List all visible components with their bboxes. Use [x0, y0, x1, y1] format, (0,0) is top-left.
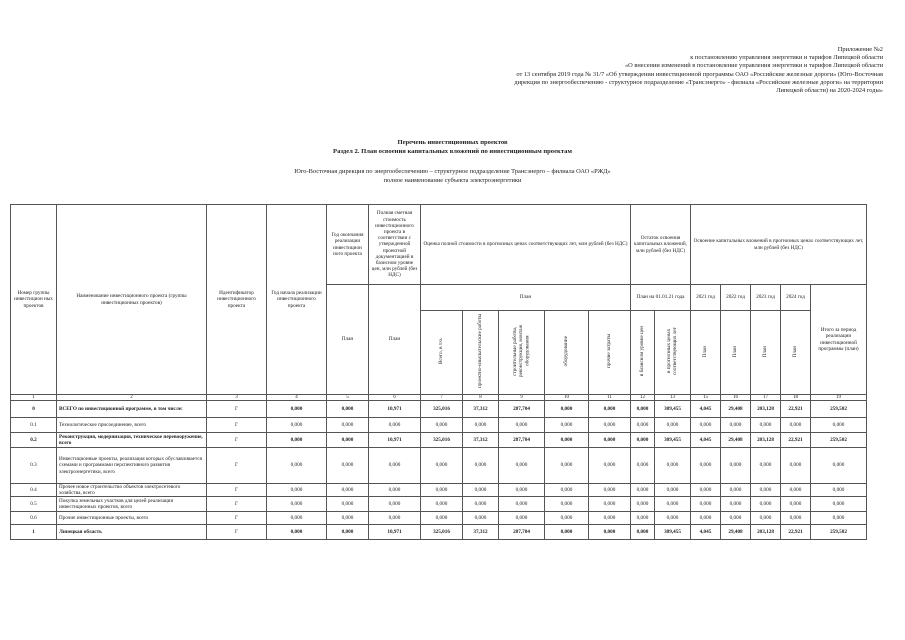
table-cell: 0,000 [721, 497, 751, 512]
project-name-cell: Прочее новое строительство объектов электросетевого хозяйства, всего [57, 484, 207, 497]
vertical-label: прочие затраты [606, 334, 613, 369]
table-cell: Г [207, 401, 267, 418]
table-cell: Г [207, 433, 267, 448]
vertical-label: оборудование [563, 336, 570, 367]
table-row [11, 497, 867, 512]
column-number: 18 [781, 395, 811, 401]
table-cell: 0,000 [499, 418, 545, 433]
table-cell: 0,000 [751, 497, 781, 512]
table-cell: 203,128 [751, 525, 781, 540]
table-cell: 0,000 [327, 525, 369, 540]
table-cell: Г [207, 497, 267, 512]
table-cell: 4,045 [691, 401, 721, 418]
col-header-plan [781, 311, 811, 395]
table-cell: 0,000 [751, 448, 781, 484]
document-header [413, 46, 883, 95]
column-number: 6 [369, 395, 421, 401]
table-cell: 0,000 [811, 418, 867, 433]
col-header-start-year: Год начала реализации инвестиционного проекта [267, 205, 327, 395]
table-cell: 0,000 [721, 484, 751, 497]
column-number: 11 [589, 395, 631, 401]
table-cell: 0,000 [267, 525, 327, 540]
col-header-capex: Освоение капитальных вложений в прогнозных ценах соответствующих лет, млн рублей (без НДС) [691, 205, 867, 285]
table-cell: 22,921 [781, 433, 811, 448]
col-header-total: Итого за период реализации инвестиционной программы (план) [811, 285, 867, 395]
col-header-year-2022: 2022 год [721, 285, 751, 311]
table-cell: 0,000 [327, 448, 369, 484]
table-cell: 0.2 [11, 433, 57, 448]
column-number: 13 [655, 395, 691, 401]
table-cell: 0,000 [267, 448, 327, 484]
table-cell: 4,045 [691, 433, 721, 448]
table-cell: 0,000 [267, 401, 327, 418]
table-cell: 0,000 [631, 418, 655, 433]
table-cell: 37,312 [463, 401, 499, 418]
table-cell: 22,921 [781, 401, 811, 418]
table-cell: 0,000 [589, 448, 631, 484]
column-number: 19 [811, 395, 867, 401]
table-cell: 0,000 [545, 525, 589, 540]
table-cell: 0,000 [545, 418, 589, 433]
col-header-plan [691, 311, 721, 395]
table-cell: 0,000 [751, 418, 781, 433]
col-header-plan [721, 311, 751, 395]
table-cell: 0,000 [463, 448, 499, 484]
table-cell: 0,000 [545, 433, 589, 448]
table-cell: 0,000 [781, 512, 811, 525]
column-number: 7 [421, 395, 463, 401]
column-number: 8 [463, 395, 499, 401]
table-cell: 37,312 [463, 525, 499, 540]
vertical-label: Всего, в т.ч. [438, 338, 445, 365]
table-cell: 0,000 [463, 418, 499, 433]
table-cell: 0 [11, 401, 57, 418]
project-name-cell: Технологическое присоединение, всего [57, 418, 207, 433]
table-cell: 0,000 [811, 484, 867, 497]
table-cell: 0,000 [267, 512, 327, 525]
table-cell: 0,000 [327, 484, 369, 497]
vertical-label: в прогнозных ценах соответствующих лет [666, 327, 679, 376]
table-cell: 0,000 [691, 484, 721, 497]
table-cell: 0,000 [421, 418, 463, 433]
col-header-design-works [463, 311, 499, 395]
table-cell: 0,000 [631, 484, 655, 497]
table-cell: 0,000 [463, 484, 499, 497]
table-cell: 0,000 [327, 433, 369, 448]
vertical-label: в базисном уровне цен [639, 326, 646, 377]
table-cell: 0,000 [463, 512, 499, 525]
table-cell: 0,000 [655, 484, 691, 497]
table-cell: 0,000 [781, 497, 811, 512]
vertical-label: План [702, 345, 709, 358]
table-cell: 0,000 [589, 484, 631, 497]
table-cell: 0,000 [691, 418, 721, 433]
col-header-equipment [545, 311, 589, 395]
table-cell: 4,045 [691, 525, 721, 540]
table-cell: 0,000 [369, 484, 421, 497]
column-number: 1 [11, 395, 57, 401]
table-cell: 0,000 [545, 401, 589, 418]
table-cell: 0,000 [631, 497, 655, 512]
table-cell: 0,000 [781, 418, 811, 433]
table-cell: 0,000 [721, 512, 751, 525]
table-cell: 29,408 [721, 401, 751, 418]
table-cell: 0,000 [691, 497, 721, 512]
column-number: 10 [545, 395, 589, 401]
organization-caption: полное наименование субъекта электроэнергетики [383, 177, 522, 184]
table-cell: 0,000 [589, 401, 631, 418]
table-cell: 325,016 [421, 433, 463, 448]
table-cell: 0,000 [631, 525, 655, 540]
table-cell: 0,000 [499, 484, 545, 497]
table-cell: 0,000 [369, 512, 421, 525]
table-cell: 0,000 [421, 448, 463, 484]
col-header-year-2023: 2023 год [751, 285, 781, 311]
column-number: 15 [691, 395, 721, 401]
table-cell: 0,000 [267, 433, 327, 448]
table-cell: 0,000 [631, 433, 655, 448]
column-number: 12 [631, 395, 655, 401]
col-header-plan [751, 311, 781, 395]
table-cell: 0,000 [691, 448, 721, 484]
table-row [11, 418, 867, 433]
vertical-label: План [792, 345, 799, 358]
table-cell: 0,000 [327, 497, 369, 512]
table-cell: 0,000 [811, 512, 867, 525]
table-cell: 259,502 [811, 401, 867, 418]
table-row [11, 512, 867, 525]
col-header-full-cost: Полная сметная стоимость инвестиционного проекта в соответствии с утвержденной проектной документацией в базисном уровне цен, млн рублей (без НДС) [369, 205, 421, 285]
col-header-construction [499, 311, 545, 395]
table-cell: 10,971 [369, 525, 421, 540]
project-name-cell: Покупка земельных участков для целей реализации инвестиционных проектов, всего [57, 497, 207, 512]
table-cell: 37,312 [463, 433, 499, 448]
table-cell: 0,000 [811, 497, 867, 512]
table-cell: 0,000 [267, 497, 327, 512]
table-cell: 0,000 [751, 512, 781, 525]
vertical-label: строительные работы, реконструкция, монтаж оборудования [512, 325, 531, 378]
table-cell: 0,000 [589, 418, 631, 433]
table-row [11, 448, 867, 484]
project-name-cell: Реконструкция, модернизация, техническое перевооружение, всего [57, 433, 207, 448]
table-cell: 10,971 [369, 433, 421, 448]
header-line: Липецкой области) на 2020-2024 годы» [776, 87, 883, 95]
table-cell: 0,000 [721, 418, 751, 433]
vertical-label: проектно-изыскательские работы [477, 314, 484, 389]
table-cell: 0,000 [721, 448, 751, 484]
column-number: 5 [327, 395, 369, 401]
table-cell: Г [207, 525, 267, 540]
table-cell: 1 [11, 525, 57, 540]
document-title: Перечень инвестиционных проектов [397, 139, 508, 146]
column-number: 16 [721, 395, 751, 401]
table-cell: 0,000 [589, 512, 631, 525]
table-cell: 287,704 [499, 525, 545, 540]
table-cell: 29,408 [721, 433, 751, 448]
table-row [11, 401, 867, 418]
investment-table [10, 204, 867, 540]
table-cell: 0,000 [421, 497, 463, 512]
table-cell: 0,000 [545, 448, 589, 484]
column-number: 9 [499, 395, 545, 401]
table-cell: 287,704 [499, 433, 545, 448]
table-cell: 0,000 [589, 433, 631, 448]
table-cell: 259,502 [811, 433, 867, 448]
table-cell: 0,000 [327, 512, 369, 525]
table-cell: 29,408 [721, 525, 751, 540]
project-name-cell: Инвестиционные проекты, реализация которых обуславливается схемами и программами перспективного развития электроэнергетики, всего [57, 448, 207, 484]
col-header-base-prices [631, 311, 655, 395]
col-header-other-costs [589, 311, 631, 395]
col-header-project-name: Наименование инвестиционного проекта (группы инвестиционных проектов) [57, 205, 207, 395]
vertical-label: План [732, 345, 739, 358]
table-cell: 309,455 [655, 433, 691, 448]
table-row [11, 433, 867, 448]
col-header-cost-estimate: Оценка полной стоимости в прогнозных ценах соответствующих лет, млн рублей (без НДС) [421, 205, 631, 285]
table-row [11, 525, 867, 540]
table-cell: 0.5 [11, 497, 57, 512]
header-line: дирекция по энергообеспечению - структурное подразделение «Трансэнерго» - филиала «Российские железные дороги» на территории [514, 78, 883, 86]
column-number: 17 [751, 395, 781, 401]
table-cell: 0,000 [751, 484, 781, 497]
header-line: к постановлению управления энергетики и тарифов Липецкой области [690, 54, 883, 62]
table-cell: 0,000 [655, 418, 691, 433]
table-cell: 203,128 [751, 401, 781, 418]
vertical-label: План [762, 345, 769, 358]
table-cell: 0,000 [631, 512, 655, 525]
table-cell: 0,000 [421, 512, 463, 525]
table-cell: 0,000 [499, 512, 545, 525]
column-number: 3 [207, 395, 267, 401]
table-cell: 0,000 [421, 484, 463, 497]
table-cell: 0,000 [545, 512, 589, 525]
table-cell: 325,016 [421, 401, 463, 418]
table-cell: 0.6 [11, 512, 57, 525]
table-cell: 0,000 [499, 497, 545, 512]
table-cell: 0,000 [327, 418, 369, 433]
table-cell: 325,016 [421, 525, 463, 540]
table-cell: 0,000 [589, 525, 631, 540]
col-header-plan: План [327, 285, 369, 395]
col-header-year-2024: 2024 год [781, 285, 811, 311]
table-row [11, 484, 867, 497]
table-cell: 0,000 [811, 448, 867, 484]
table-cell: 0,000 [655, 512, 691, 525]
table-cell: Г [207, 448, 267, 484]
table-cell: 259,502 [811, 525, 867, 540]
col-header-plan: План [421, 285, 631, 311]
column-number: 2 [57, 395, 207, 401]
table-cell: Г [207, 484, 267, 497]
table-cell: 0.4 [11, 484, 57, 497]
table-cell: 0,000 [499, 448, 545, 484]
table-cell: 0,000 [267, 418, 327, 433]
col-header-group-number: Номер группы инвестицион ных проектов [11, 205, 57, 395]
col-header-plan: План [369, 285, 421, 395]
table-cell: 0.3 [11, 448, 57, 484]
organization-name: Юго-Восточная дирекция по энергообеспечению – структурное подразделение Трансэнерго – филиала ОАО «РЖД» [294, 168, 611, 175]
table-cell: 10,971 [369, 401, 421, 418]
col-header-forecast-prices [655, 311, 691, 395]
table-cell: 0,000 [369, 418, 421, 433]
col-header-total-cost [421, 311, 463, 395]
table-body [11, 401, 867, 540]
project-name-cell: Прочие инвестиционные проекты, всего [57, 512, 207, 525]
table-cell: 0,000 [631, 448, 655, 484]
header-line: Приложение №2 [837, 46, 883, 53]
table-cell: Г [207, 512, 267, 525]
header-line: «О внесении изменений в постановление управления энергетики и тарифов Липецкой области [624, 62, 883, 70]
table-cell: 0,000 [545, 484, 589, 497]
table-cell: 287,704 [499, 401, 545, 418]
project-name-cell: ВСЕГО по инвестиционной программе, в том числе: [57, 401, 207, 418]
col-header-project-id: Идентификатор инвестиционного проекта [207, 205, 267, 395]
col-header-end-year: Год окончания реализации инвестицион ного проекта [327, 205, 369, 285]
table-cell: 0,000 [655, 497, 691, 512]
section-title: Раздел 2. План освоения капитальных вложений по инвестиционным проектам [333, 148, 572, 155]
table-cell: 309,455 [655, 401, 691, 418]
table-cell: 0,000 [545, 497, 589, 512]
table-cell: 22,921 [781, 525, 811, 540]
table-cell: 0,000 [691, 512, 721, 525]
table-cell: 309,455 [655, 525, 691, 540]
project-name-cell: Липецкая область [57, 525, 207, 540]
header-line: от 13 сентября 2019 года № 31/7 «Об утверждении инвестиционной программы ОАО «Российские железные дороги» (Юго-Восточная [516, 70, 883, 78]
table-cell: 0.1 [11, 418, 57, 433]
table-cell: 0,000 [463, 497, 499, 512]
col-header-remaining: Остаток освоения капитальных вложений, млн рублей (без НДС) [631, 205, 691, 285]
col-header-year-2021: 2021 год [691, 285, 721, 311]
col-header-plan-date: План на 01.01.21 года [631, 285, 691, 311]
table-cell: 0,000 [369, 497, 421, 512]
table-cell: 0,000 [781, 484, 811, 497]
table-cell: 0,000 [781, 448, 811, 484]
table-cell: 0,000 [589, 497, 631, 512]
table-cell: 0,000 [327, 401, 369, 418]
table-cell: 0,000 [655, 448, 691, 484]
table-cell: 0,000 [631, 401, 655, 418]
table-cell: 203,128 [751, 433, 781, 448]
table-cell: 0,000 [267, 484, 327, 497]
column-number: 4 [267, 395, 327, 401]
table-cell: 0,000 [369, 448, 421, 484]
table-cell: Г [207, 418, 267, 433]
